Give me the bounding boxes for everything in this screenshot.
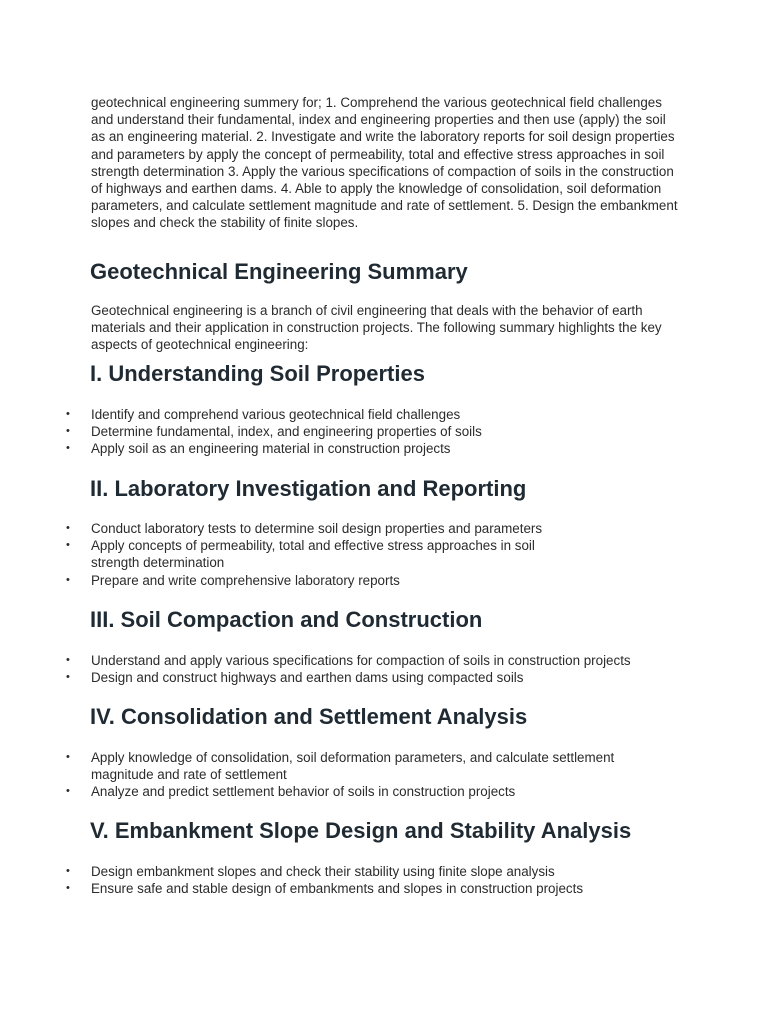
section-list-4 xyxy=(0,749,680,801)
list-item: • Conduct laboratory tests to determine soil design properties and parameters xyxy=(0,520,680,537)
section-heading-5: V. Embankment Slope Design and Stability Analysis xyxy=(90,818,632,843)
list-item: • Prepare and write comprehensive laboratory reports xyxy=(0,572,680,589)
list-item: • Analyze and predict settlement behavior of soils in construction projects xyxy=(0,783,680,800)
list-item: • Determine fundamental, index, and engineering properties of soils xyxy=(0,423,680,440)
summary-paragraph: Geotechnical engineering is a branch of civil engineering that deals with the behavior of earth materials and their application in construction projects. The following summary highlights the key aspects of geotechnical engineering: xyxy=(91,303,662,353)
list-item: • Understand and apply various specifications for compaction of soils in construction projects xyxy=(0,652,680,669)
section-heading-1: I. Understanding Soil Properties xyxy=(90,361,425,386)
list-item: • Apply concepts of permeability, total and effective stress approaches in soil strength determination xyxy=(0,537,680,571)
section-heading-3: III. Soil Compaction and Construction xyxy=(90,607,483,632)
list-item: • Apply soil as an engineering material in construction projects xyxy=(0,440,680,457)
list-item: • Apply knowledge of consolidation, soil deformation parameters, and calculate settlement magnitude and rate of settlement xyxy=(0,749,680,783)
section-list-5 xyxy=(0,863,680,897)
section-list-1 xyxy=(0,406,680,458)
section-heading-2: II. Laboratory Investigation and Reporting xyxy=(90,476,527,501)
section-heading-4: IV. Consolidation and Settlement Analysis xyxy=(90,704,528,729)
list-item: • Design and construct highways and earthen dams using compacted soils xyxy=(0,669,680,686)
list-item: • Identify and comprehend various geotechnical field challenges xyxy=(0,406,680,423)
section-list-3 xyxy=(0,652,680,686)
list-item: • Design embankment slopes and check their stability using finite slope analysis xyxy=(0,863,680,880)
intro-paragraph: geotechnical engineering summery for; 1. Comprehend the various geotechnical field challenges and understand their fundamental, index and engineering properties and then use (apply) the soil as an engineering material. 2. Investigate and write the laboratory reports for soil design properties and parameters by apply the concept of permeability, total and effective stress approaches in soil strength determination 3. Apply the various specifications of compaction of soils in the construction of highways and earthen dams. 4. Able to apply the knowledge of consolidation, soil deformation parameters, and calculate settlement magnitude and rate of settlement. 5. Design the embankment slopes and check the stability of finite slopes. xyxy=(91,95,678,231)
list-item: • Ensure safe and stable design of embankments and slopes in construction projects xyxy=(0,880,680,897)
section-list-2 xyxy=(0,520,680,589)
page-title: Geotechnical Engineering Summary xyxy=(90,259,468,284)
